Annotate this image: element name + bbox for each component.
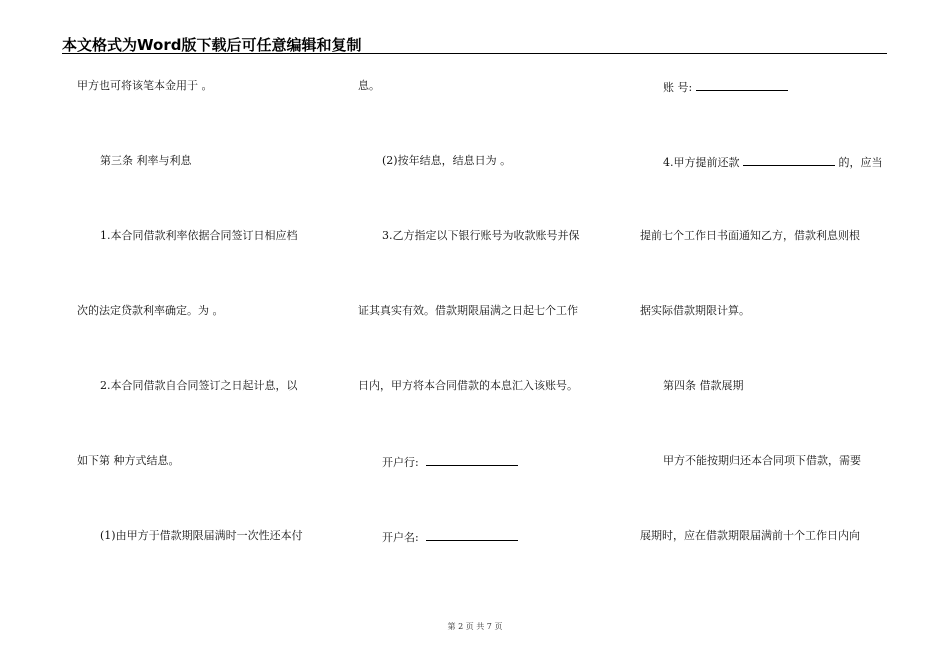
right-line-1-account-number [663, 79, 788, 95]
middle-line-7-account-name [382, 529, 518, 545]
left-line-7: (1)由甲方于借款期限届满时一次性还本付 [100, 529, 303, 542]
header-divider [62, 53, 887, 54]
left-line-6: 如下第 种方式结息。 [77, 454, 180, 467]
account-number-label: 账 号: [663, 81, 693, 94]
right-line-2 [663, 154, 883, 170]
middle-line-6-bank [382, 454, 518, 470]
early-repayment-text-end: 的，应当 [838, 156, 883, 169]
middle-line-5: 日内，甲方将本合同借款的本息汇入该账号。 [358, 379, 578, 392]
page-number-footer: 第 2 页 共 7 页 [447, 622, 503, 631]
account-number-blank [696, 79, 788, 91]
middle-line-3: 3.乙方指定以下银行账号为收款账号并保 [382, 229, 580, 242]
bank-name-blank [426, 454, 518, 466]
document-header-title: 本文格式为Word版下载后可任意编辑和复制 [62, 36, 362, 54]
middle-line-4: 证其真实有效。借款期限届满之日起七个工作 [358, 304, 578, 317]
right-line-5-heading: 第四条 借款展期 [663, 379, 744, 392]
middle-line-2: (2)按年结息，结息日为 。 [382, 154, 512, 167]
early-repayment-blank [743, 154, 835, 166]
left-line-3: 1.本合同借款利率依据合同签订日相应档 [100, 229, 298, 242]
left-line-4: 次的法定贷款利率确定。为 。 [77, 304, 224, 317]
bank-name-label: 开户行: [382, 456, 419, 469]
right-line-4: 据实际借款期限计算。 [640, 304, 750, 317]
right-line-3: 提前七个工作日书面通知乙方，借款利息则根 [640, 229, 860, 242]
account-name-blank [426, 529, 518, 541]
right-line-6: 甲方不能按期归还本合同项下借款，需要 [663, 454, 861, 467]
left-line-2-heading: 第三条 利率与利息 [100, 154, 192, 167]
early-repayment-text: 4.甲方提前还款 [663, 156, 740, 169]
left-line-5: 2.本合同借款自合同签订之日起计息，以 [100, 379, 298, 392]
middle-line-1: 息。 [358, 79, 380, 92]
account-name-label: 开户名: [382, 531, 419, 544]
right-line-7: 展期时，应在借款期限届满前十个工作日内向 [640, 529, 860, 542]
left-line-1: 甲方也可将该笔本金用于 。 [77, 79, 213, 92]
